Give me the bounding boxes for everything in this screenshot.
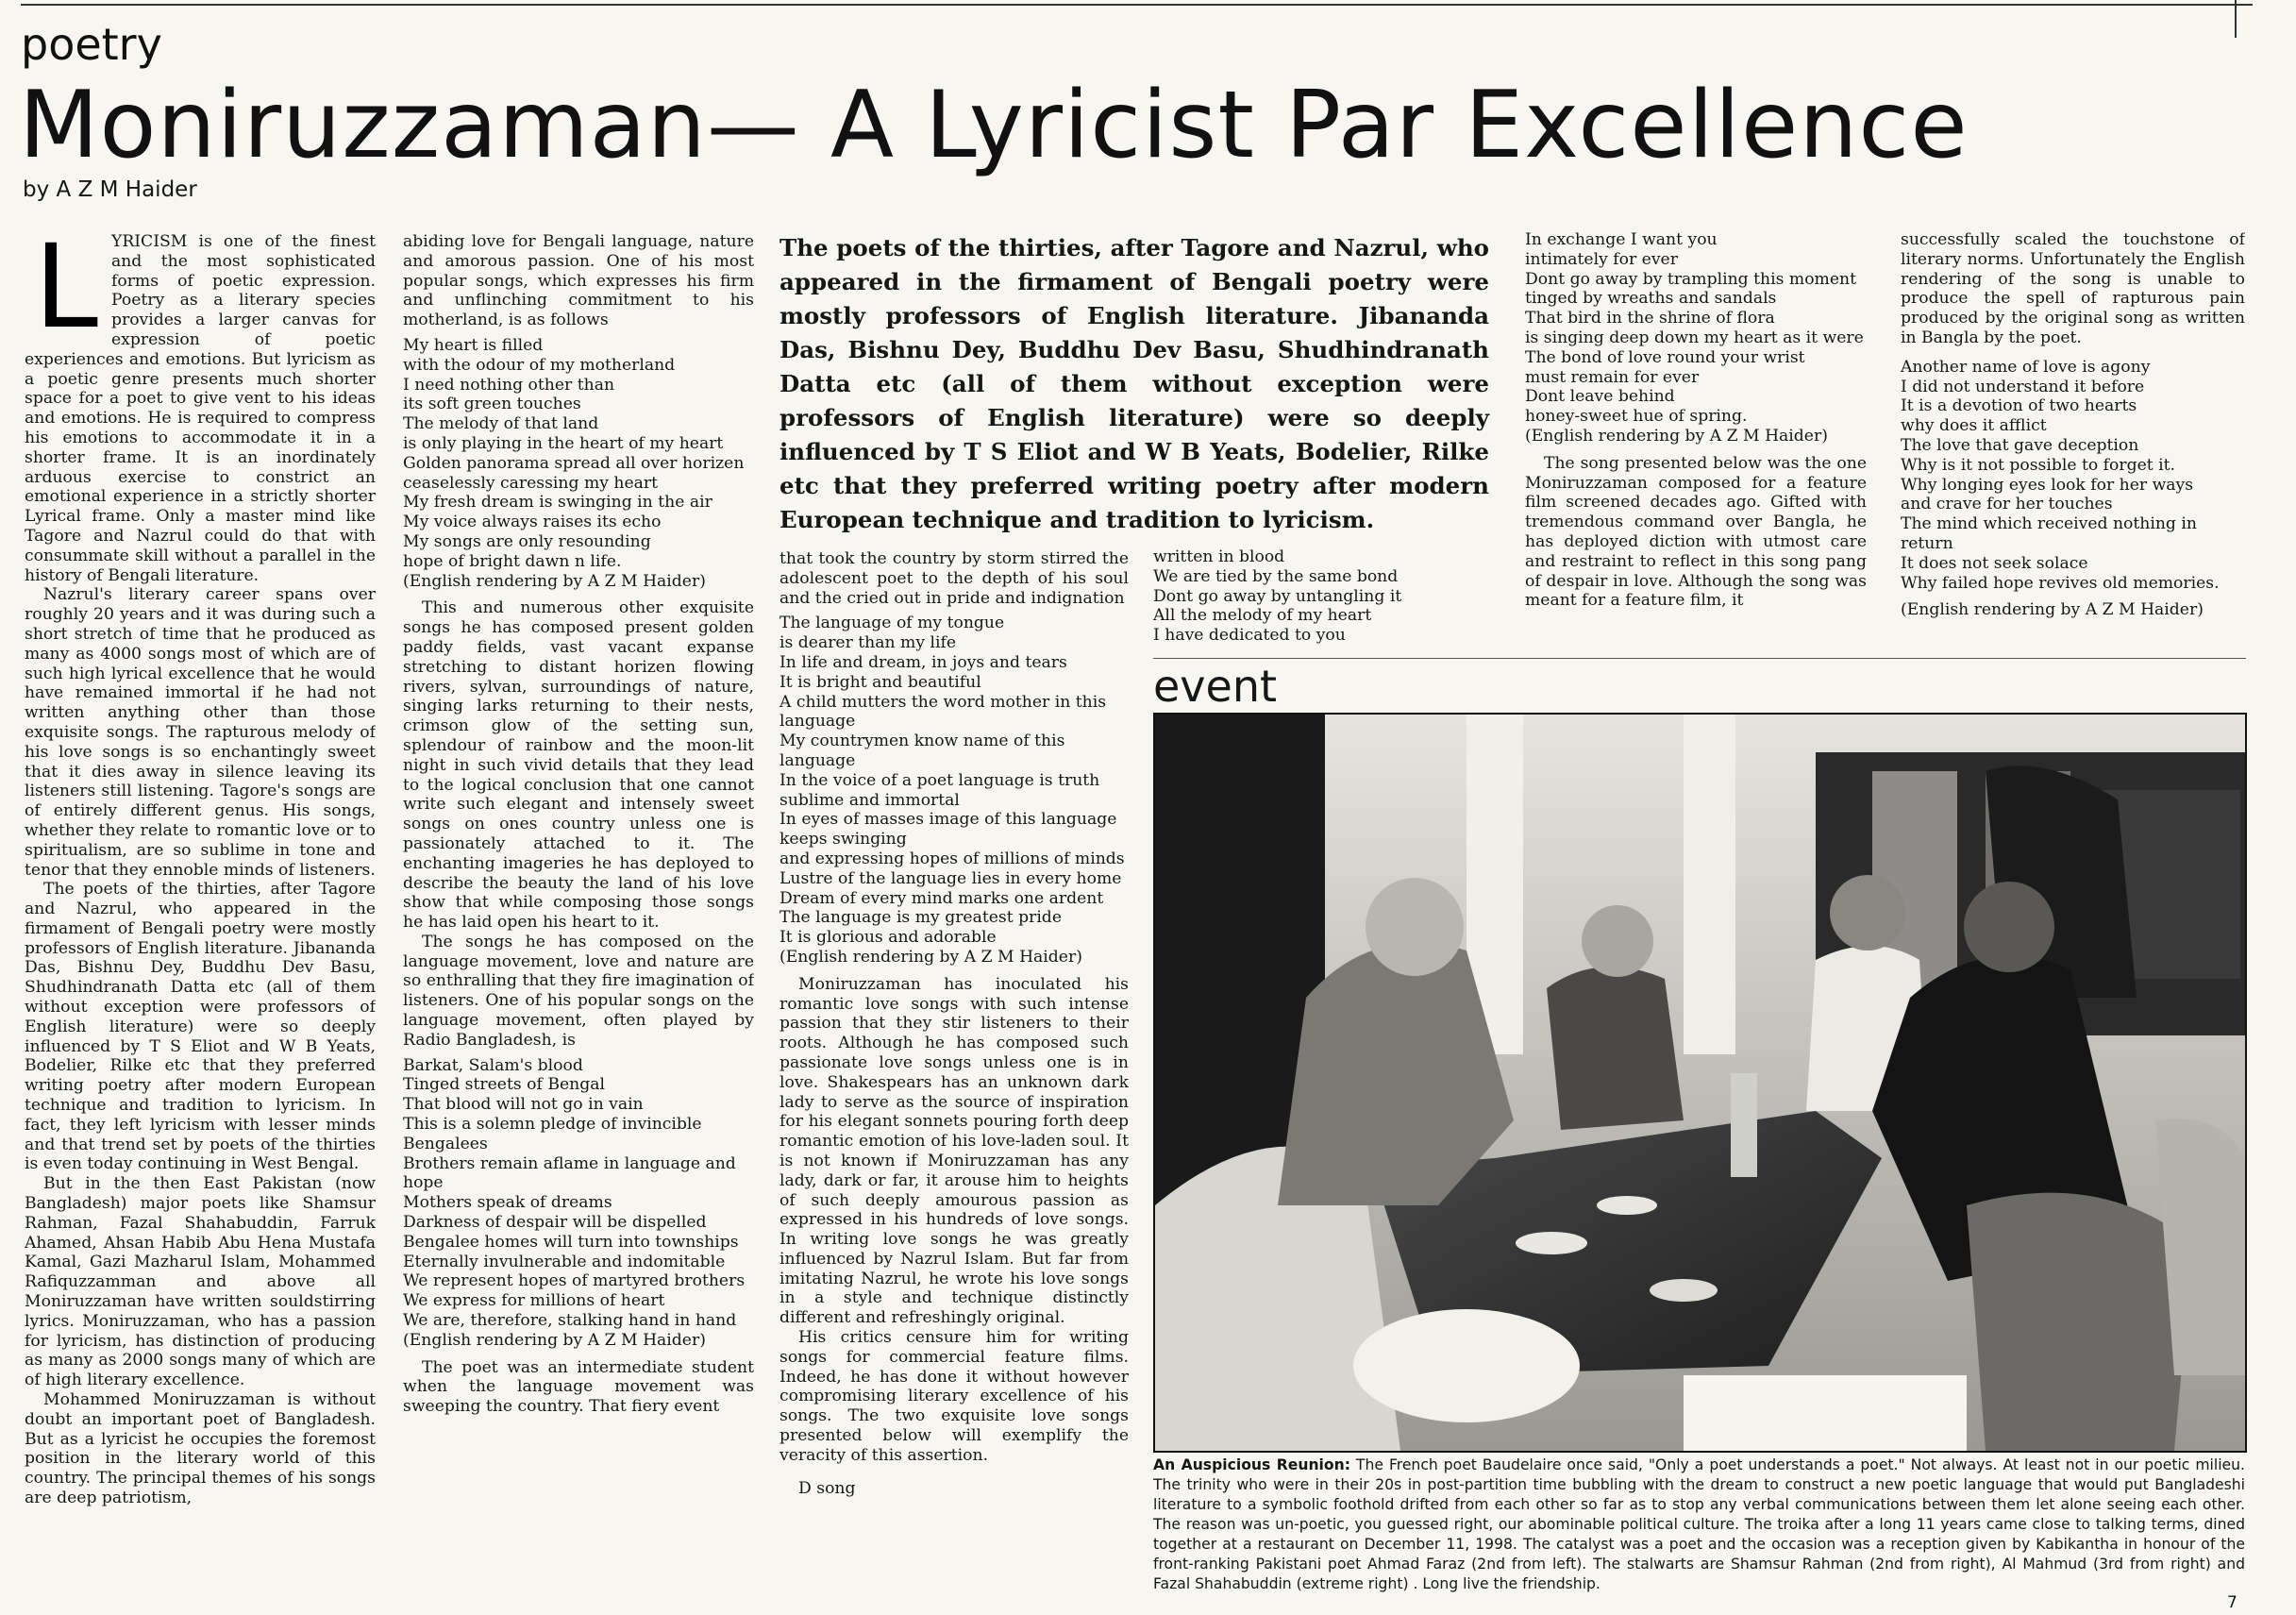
pillar xyxy=(1684,715,1735,1054)
article-column-6 xyxy=(1901,230,2245,651)
lead-paragraph xyxy=(25,232,376,585)
article-column-4 xyxy=(1153,547,1512,651)
top-rule xyxy=(21,4,2253,6)
armchair xyxy=(1967,1193,2193,1451)
poem-verse: written in blood We are tied by the same bond Dont go away by untangling it All the melody of my heart I have dedicated to you xyxy=(1153,547,1402,646)
section-label: poetry xyxy=(21,19,162,70)
person-right-head xyxy=(1830,875,1905,950)
paragraph: The songs he has composed on the language movement, love and nature are so enthralling that they fire imagination of listeners. One of his popular songs on the language movement, often played by Radio Bangladesh, is xyxy=(403,932,754,1050)
poem-verse: In exchange I want you intimately for ever Dont go away by trampling this moment tinged by wreaths and sandals That bird in the shrine of flora is singing deep down my heart as it were The bond of love round your wrist must remain for ever Dont leave behind honey-sweet hue of spring. (English rendering by A Z M Haider) xyxy=(1525,230,1864,446)
poem-verse: The language of my tongue is dearer than my life In life and dream, in joys and tears It is bright and beautiful A child mutters the word mother in this language My countrymen know name of this language In the voice of a poet language is truth sublime and immortal In eyes of masses image of this language keeps swinging and expressing hopes of millions of minds Lustre of the language lies in every home Dream of every mind marks one ardent The language is my greatest pride It is glorious and adorable (English rendering by A Z M Haider) xyxy=(779,614,1125,967)
caption-lead: An Auspicious Reunion: xyxy=(1153,1456,1350,1473)
page-number: 7 xyxy=(2227,1593,2237,1612)
reunion-photo-illustration xyxy=(1155,715,2245,1451)
person-far-right-head xyxy=(1964,882,2054,972)
article-column-5 xyxy=(1525,230,1867,651)
paragraph: successfully scaled the touchstone of literary norms. Unfortunately the English rendering of the song is unable to produce the spell of rapturous pain produced by the original song as written in Bangla by the poet. xyxy=(1901,230,2245,347)
person-center-body xyxy=(1547,967,1684,1130)
poem-verse: Barkat, Salam's blood Tinged streets of Bengal That blood will not go in vain This is a solemn pledge of invincible Bengalees Brothers remain aflame in language and hope Mothers speak of dreams Darkness of despair will be dispelled Bengalee homes will turn into townships Eternally invulnerable and indomitable We represent hopes of martyred brothers We express for millions of heart We are, therefore, stalking hand in hand (English rendering by A Z M Haider) xyxy=(403,1055,746,1350)
event-rule xyxy=(1153,658,2246,659)
paragraph: The poets of the thirties, after Tagore and Nazrul, who appeared in the firmament of Bengali poetry were mostly professors of English literature. Jibananda Das, Bishnu Dey, Buddhu Dev Basu, Shudhindranath Datta etc (all of them without exception were professors of English literature) were so deeply influenced by T S Eliot and W B Yeats, Bodelier, Rilke etc that they preferred writing poetry after modern European technique and tradition to lyricism. In fact, they left lyricism with lesser minds and that trend set by poets of the thirties is even today continuing in West Bengal. xyxy=(25,880,376,1174)
paragraph: Nazrul's literary career spans over roughly 20 years and it was during such a short stretch of time that he produced as many as 4000 songs most of which are of such high lyrical excellence that he would have remained immortal if he had not written anything other than those exquisite songs. The rapturous melody of his love songs is so enchantingly sweet that it dies away in silence leaving its listeners still listening. Tagore's songs are of entirely different genus. His songs, whether they relate to romantic love or to spiritualism, are so sublime in tone and tenor that they ennoble minds of listeners. xyxy=(25,585,376,880)
paragraph: that took the country by storm stirred the adolescent poet to the depth of his soul and the cried out in pride and indignation xyxy=(779,549,1129,608)
paragraph-fragment: D song xyxy=(798,1478,856,1498)
person-left-head xyxy=(1366,878,1464,976)
paragraph: But in the then East Pakistan (now Bangladesh) major poets like Shamsur Rahman, Fazal Shahabuddin, Farruk Ahamed, Ahsan Habib Abu Hena Mustafa Kamal, Gazi Mazharul Islam, Mohammed Rafiquzzamman and above all Moniruzzaman have written souldstirring lyrics. Moniruzzaman, who has a passion for lyricism, has distinction of producing as many as 2000 songs many of which are of high literary excellence. xyxy=(25,1174,376,1390)
corner-rule xyxy=(2235,0,2237,38)
person-center-head xyxy=(1582,905,1653,977)
paragraph: abiding love for Bengali language, nature and amorous passion. One of his most popular songs, which expresses his firm and unflinching commitment to his motherland, is as follows xyxy=(403,232,754,330)
lead-text: YRICISM is one of the finest and the most sophisticated forms of poetic expression. Poetry as a literary species provides a larger canvas for expression of poetic experiences and emotions. But lyricism as a poetic genre presents much shorter space for a poet to give vent to his ideas and emotions. He is required to compress his emotions to accommodate it in a shorter frame. It is an inordinately arduous exercise to constrict an emotional experience in a strictly shorter Lyrical frame. Only a master mind like Tagore and Nazrul could do that with consummate skill without a parallel in the history of Bengali literature. xyxy=(25,232,376,585)
article-column-1 xyxy=(25,232,376,1606)
paragraph: Moniruzzaman has inoculated his romantic love songs with such intense passion that they stir listeners to their roots. Although he has composed such passionate love songs unless one is in love. Shakespears has an unknown dark lady to serve as the source of inspiration for his elegant sonnets pouring forth deep romantic emotion of his love-laden soul. It is not known if Moniruzzaman has any lady, dark or far, it arouse him to heights of such deeply amourous passion as expressed in his hundreds of love songs. In writing love songs he was greatly influenced by Nazrul Islam. But far from imitating Nazrul, he wrote his love songs in a style and technique distinctly different and refreshingly original. xyxy=(779,974,1129,1328)
paragraph: The poet was an intermediate student when the language movement was sweeping the country. That fiery event xyxy=(403,1357,754,1417)
event-section-label: event xyxy=(1153,661,1278,712)
caption-body: The French poet Baudelaire once said, "Only a poet understands a poet." Not always. At least not in our poetic milieu. The trinity who were in their 20s in post-partition time bubbling with the dream to construct a new poetic language that would put Bangladeshi literature to a symbolic foothold drifted from each other so far as to stop any verbal communications between them let alone seeing each other. The reason was un-poetic, you guessed right, our abominable political culture. The troika after a long 11 years came close to talking terms, dined together at a restaurant on December 11, 1998. The catalyst was a poet and the occasion was a reception given by Kabikantha in honour of the front-ranking Pakistani poet Ahmad Faraz (2nd from left). The stalwarts are Shamsur Rahman (2nd from right), Al Mahmud (3rd from right) and Fazal Shahabuddin (extreme right) . Long live the friendship. xyxy=(1153,1456,2245,1592)
article-column-2 xyxy=(403,232,754,1606)
plate xyxy=(1597,1196,1657,1215)
paragraph: Mohammed Moniruzzaman is without doubt an important poet of Bangladesh. But as a lyricist he occupies the foremost position in the literary world of this country. The principal themes of his songs are deep patriotism, xyxy=(25,1390,376,1507)
paragraph: This and numerous other exquisite songs he has composed present golden paddy fields, vast vacant expanse stretching to distant horizen flowing rivers, sylvan, surroundings of nature, singing larks returning to their nests, crimson glow of the setting sun, splendour of rainbow and the moon-lit night in such vivid details that they lead to the logical conclusion that one cannot write such elegant and intensely sweet songs on ones country unless one is passionately attached to it. The enchanting imageries he has deployed to describe the beauty the land of his love show that while composing those songs he has laid open his heart to it. xyxy=(403,598,754,933)
poem-verse: Another name of love is agony I did not understand it before It is a devotion of two hearts why does it afflict The love that gave deception Why is it not possible to forget it. Why longing eyes look for her ways and crave for her touches The mind which received nothing in return It does not seek solace Why failed hope revives old memories. xyxy=(1901,357,2220,593)
plate xyxy=(1650,1279,1718,1302)
spacer xyxy=(779,1466,1129,1479)
plate xyxy=(1516,1232,1587,1254)
photo-caption xyxy=(1153,1455,2245,1594)
poem-verse: My heart is filled with the odour of my motherland I need nothing other than its soft green touches The melody of that land is only playing in the heart of my heart Golden panorama spread all over horizen ceaselessly caressing my heart My fresh dream is swinging in the air My voice always raises its echo My songs are only resounding hope of bright dawn n life. (English rendering by A Z M Haider) xyxy=(403,335,745,591)
headline: Moniruzzaman— A Lyricist Par Excellence xyxy=(19,72,1969,179)
tablecloth xyxy=(1353,1309,1580,1422)
paragraph: The song presented below was the one Moniruzzaman composed for a feature film screened decades ago. Gifted with tremendous command over Bangla, he has deployed diction with utmost care and restraint to reflect in this song pang of despair in love. Although the song was meant for a feature film, it xyxy=(1525,453,1867,611)
paragraph: His critics censure him for writing songs for commercial feature films. Indeed, he has done it without however compromising literary excellence of his songs. The two exquisite love songs presented below will exemplify the veracity of this assertion. xyxy=(779,1328,1129,1465)
water-bottle xyxy=(1731,1073,1757,1177)
byline: by A Z M Haider xyxy=(23,177,197,202)
pull-quote: The poets of the thirties, after Tagore and Nazrul, who appeared in the firmament of Bengali poetry were mostly professors of English literature. Jibananda Das, Bishnu Dey, Buddhu Dev Basu, Shudhindranath Datta etc (all of them without exception were professors of English literature) were so deeply influenced by T S Eliot and W B Yeats, Bodelier, Rilke etc that they preferred writing poetry after modern European technique and tradition to lyricism. xyxy=(779,234,1489,533)
drop-cap: L xyxy=(34,232,98,354)
event-photo xyxy=(1153,713,2247,1453)
rendering-credit: (English rendering by A Z M Haider) xyxy=(1901,600,2204,620)
article-column-3 xyxy=(779,549,1129,1606)
